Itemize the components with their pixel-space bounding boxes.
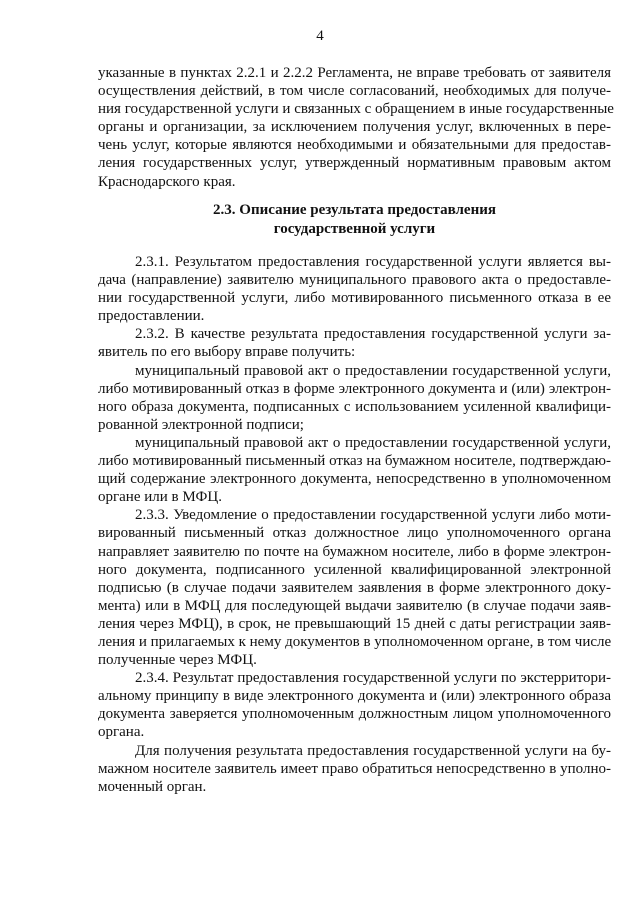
text-line: мента) или в МФЦ для последующей выдачи заявителю (в случае подачи заяв- [98, 597, 611, 614]
text-line: вированный письменный отказ должностное лицо уполномоченного органа [98, 525, 611, 542]
section-body [98, 253, 611, 796]
paragraph-first-line: 2.3.4. Результат предоставления государственной услуги по экстерритори- [135, 670, 611, 687]
text-line: органы и организации, за исключением получения услуг, включенных в пере- [98, 119, 611, 136]
text-line: альному принципу в виде электронного документа и (или) электронного образа [98, 688, 611, 705]
paragraph-first-line: муниципальный правовой акт о предоставлении государственной услуги, [135, 362, 611, 379]
text-line: подписью (в случае подачи заявителем заявления в форме электронного доку- [98, 579, 611, 596]
section-heading-line-2: государственной услуги [273, 220, 436, 237]
text-line: органа. [98, 724, 145, 741]
page-number: 4 [316, 28, 324, 44]
text-line: либо мотивированный отказ в форме электронного документа и (или) электрон- [98, 380, 611, 397]
text-line: нии государственной услуги, либо мотивированного письменного отказа в ее [98, 290, 611, 307]
text-line: направляет заявителю по почте на бумажном носителе, либо в форме электрон- [98, 543, 611, 560]
paragraph-first-line: Для получения результата предоставления государственной услуги на бу- [135, 742, 611, 759]
text-line: дача (направление) заявителю муниципального правового акта о предоставле- [98, 272, 611, 289]
paragraph-first-line: муниципальный правовой акт о предоставлении государственной услуги, [135, 434, 611, 451]
text-line: осуществления действий, в том числе согласований, необходимых для получе- [98, 83, 611, 100]
text-line: предоставлении. [98, 308, 205, 325]
paragraph-first-line: 2.3.1. Результатом предоставления государственной услуги является вы- [135, 254, 611, 270]
paragraph-first-line: 2.3.3. Уведомление о предоставлении государственной услуги либо моти- [135, 507, 611, 524]
text-line: ного образа документа, подписанных с использованием усиленной квалифици- [98, 398, 611, 415]
text-line: мажном носителе заявитель имеет право обратиться непосредственно в уполно- [98, 760, 611, 777]
text-line: чень услуг, которые являются необходимыми и обязательными для предостав- [98, 137, 611, 154]
text-line: ного документа, подписанного усиленной квалифицированной электронной [98, 561, 611, 578]
text-line: Краснодарского края. [98, 173, 236, 190]
text-line: щий содержание электронного документа, непосредственно в уполномоченном [98, 471, 611, 488]
text-line: ления государственных услуг, утвержденный нормативным правовым актом [98, 155, 611, 172]
intro-paragraph [98, 64, 614, 191]
text-line: ния государственной услуги и связанных с обращением в иные государственные [98, 101, 614, 118]
text-line: полученные через МФЦ. [98, 652, 257, 669]
text-line: моченный орган. [98, 778, 207, 795]
text-line: либо мотивированный письменный отказ на бумажном носителе, подтверждаю- [98, 453, 611, 470]
text-line: документа заверяется уполномоченным должностным лицом уполномоченного [98, 706, 611, 723]
section-heading-line-1: 2.3. Описание результата предоставления [213, 202, 496, 218]
text-line: рованной электронной подписи; [98, 416, 304, 433]
text-line: органе или в МФЦ. [98, 489, 222, 506]
text-line: явитель по его выбору вправе получить: [98, 344, 356, 361]
section-heading [98, 201, 611, 238]
text-line: указанные в пунктах 2.2.1 и 2.2.2 Регламента, не вправе требовать от заявителя [98, 65, 611, 81]
text-line: ления через МФЦ), в срок, не превышающий 15 дней с даты регистрации заяв- [98, 615, 611, 632]
paragraph-first-line: 2.3.2. В качестве результата предоставления государственной услуги за- [135, 326, 611, 343]
text-line: ления и прилагаемых к нему документов в уполномоченном органе, в том числе [98, 633, 612, 650]
